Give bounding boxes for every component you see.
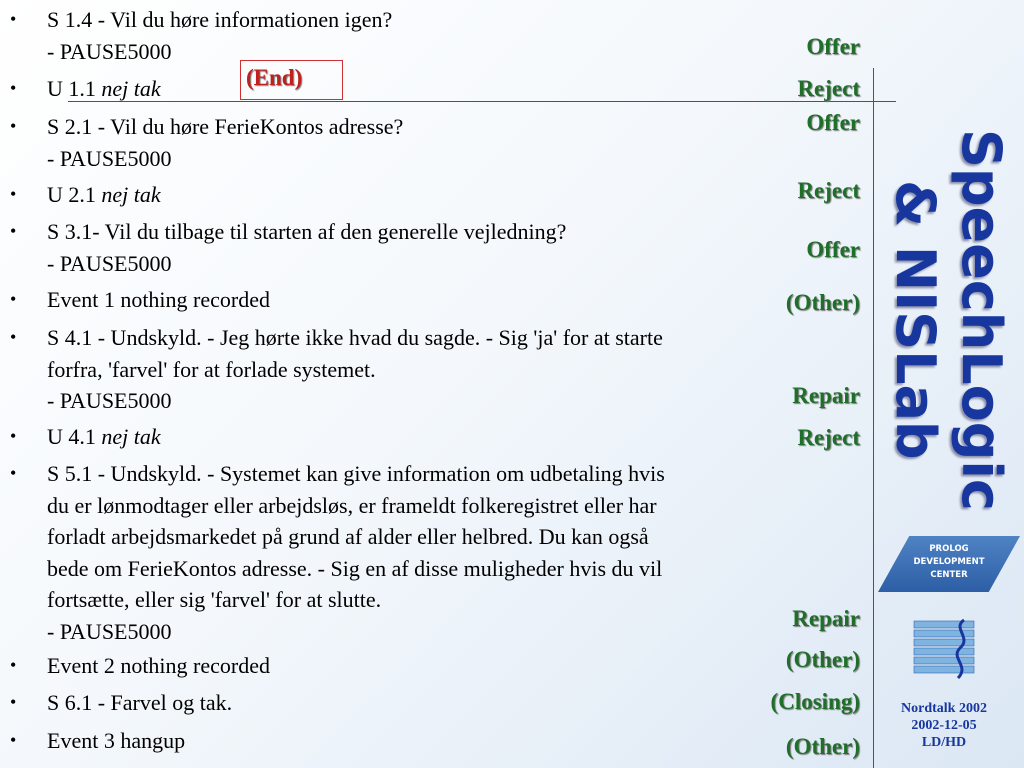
item-text	[47, 179, 867, 211]
footer-date: 2002-12-05	[911, 718, 977, 733]
utterance-id: U 1.1	[47, 76, 102, 101]
item-line: - PAUSE5000	[47, 38, 172, 64]
user-response: nej tak	[101, 76, 161, 101]
brand-line-2: & NISLab	[884, 180, 947, 460]
bullet-marker: •	[10, 426, 17, 446]
dialogue-act-tag: Repair	[792, 606, 860, 631]
bullet-marker: •	[10, 692, 17, 712]
footer-event: Nordtalk 2002	[901, 701, 987, 716]
item-text	[47, 458, 867, 647]
item-text	[47, 687, 867, 719]
item-line: - PAUSE5000	[47, 250, 172, 276]
item-text	[47, 725, 867, 757]
vertical-divider	[873, 68, 874, 768]
item-line: S 4.1 - Undskyld. - Jeg hørte ikke hvad du sagde. - Sig 'ja' for at starte	[47, 325, 663, 350]
item-text	[47, 284, 867, 316]
dialogue-act-tag: (Closing)	[770, 689, 860, 714]
item-line: S 3.1- Vil du tilbage til starten af den generelle vejledning?	[47, 219, 567, 244]
stripes-logo	[912, 618, 982, 680]
dialogue-act-tag: Offer	[806, 237, 860, 262]
item-line: S 5.1 - Undskyld. - Systemet kan give information om udbetaling hvis	[47, 461, 665, 486]
dialogue-act-tag: (Other)	[785, 290, 860, 315]
brand-title	[880, 110, 1020, 530]
dialogue-act-tag: (Other)	[785, 647, 860, 672]
item-text	[47, 4, 867, 67]
footer	[884, 700, 1004, 751]
item-line: fortsætte, eller sig 'farvel' for at slutte.	[47, 587, 382, 612]
dialogue-act-tag: Repair	[792, 383, 860, 408]
pdc-logo-text	[898, 543, 1000, 582]
dialogue-act-tag: (Other)	[785, 734, 860, 759]
dialogue-act-tag: Reject	[797, 76, 860, 101]
bullet-marker: •	[10, 327, 17, 347]
bullet-marker: •	[10, 9, 17, 29]
item-line: Event 3 hangup	[47, 728, 186, 753]
item-line: Event 1 nothing recorded	[47, 287, 270, 312]
item-line: - PAUSE5000	[47, 388, 172, 413]
item-text	[47, 216, 867, 279]
item-line: S 1.4 - Vil du høre informationen igen?	[47, 7, 393, 32]
bullet-marker: •	[10, 184, 17, 204]
item-line: S 2.1 - Vil du høre FerieKontos adresse?	[47, 114, 404, 139]
item-line: Event 2 nothing recorded	[47, 653, 270, 678]
item-line: - PAUSE5000	[47, 145, 172, 171]
user-response: nej tak	[101, 182, 161, 207]
pdc-line-3: CENTER	[930, 570, 968, 580]
end-tag: (End)	[246, 65, 303, 90]
item-line: forfra, 'farvel' for at forlade systemet.	[47, 356, 376, 382]
pdc-logo	[878, 536, 1020, 592]
bullet-marker: •	[10, 289, 17, 309]
brand-line-1: SpeechLogic	[950, 129, 1013, 511]
bullet-marker: •	[10, 655, 17, 675]
item-line: bede om FerieKontos adresse. - Sig en af disse muligheder hvis du vil	[47, 555, 663, 581]
item-text	[47, 73, 867, 105]
item-line: - PAUSE5000	[47, 618, 172, 644]
item-text	[47, 421, 867, 453]
dialogue-act-tag: Offer	[806, 110, 860, 135]
utterance-id: U 2.1	[47, 182, 102, 207]
dialogue-act-tag: Reject	[797, 425, 860, 450]
bullet-marker: •	[10, 78, 17, 98]
item-line: du er lønmodtager eller arbejdsløs, er frameldt folkeregistret eller har	[47, 492, 657, 518]
item-line: forladt arbejdsmarkedet på grund af alder eller helbred. Du kan også	[47, 524, 649, 549]
dialogue-act-tag: Reject	[797, 178, 860, 203]
pdc-line-1: PROLOG	[929, 544, 969, 554]
footer-authors: LD/HD	[921, 735, 967, 750]
bullet-marker: •	[10, 463, 17, 483]
bullet-marker: •	[10, 116, 17, 136]
item-line: S 6.1 - Farvel og tak.	[47, 690, 233, 715]
bullet-marker: •	[10, 221, 17, 241]
pdc-line-2: DEVELOPMENT	[913, 557, 985, 567]
item-text	[47, 650, 867, 682]
user-response: nej tak	[101, 424, 161, 449]
dialogue-act-tag: Offer	[806, 34, 860, 59]
utterance-id: U 4.1	[47, 424, 102, 449]
bullet-marker: •	[10, 730, 17, 750]
item-text	[47, 322, 867, 417]
item-text	[47, 111, 867, 174]
